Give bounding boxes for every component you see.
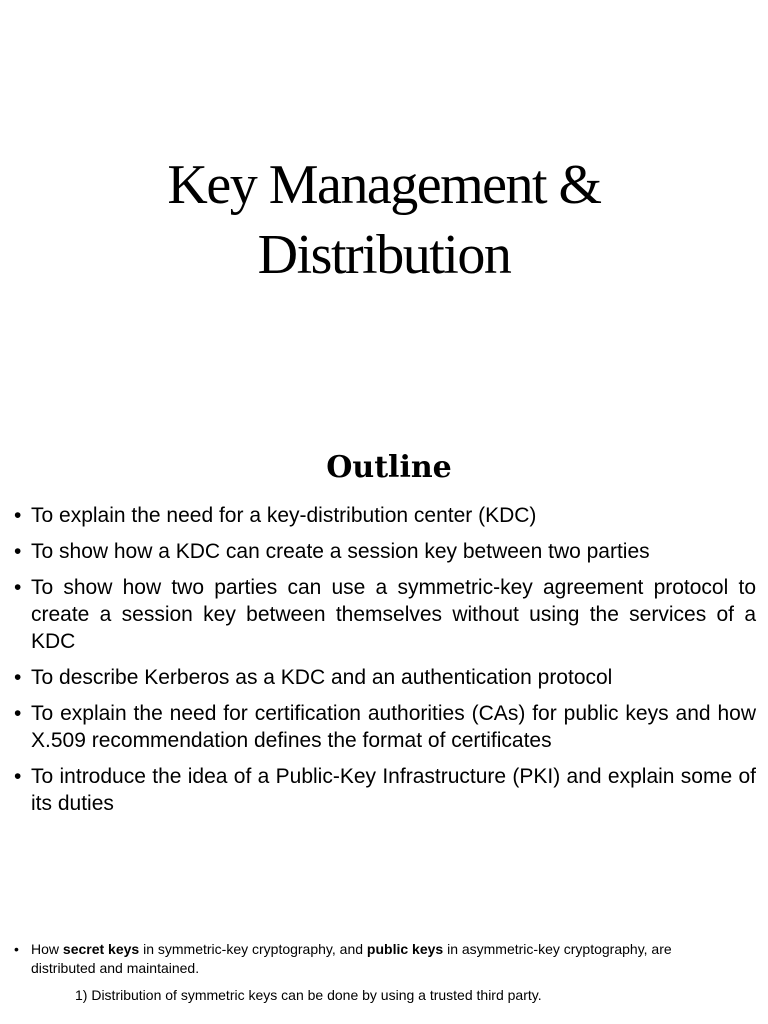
note-text-3: in asymmetric-key cryptography, are distributed and maintained.	[31, 941, 672, 976]
outline-item-text: To describe Kerberos as a KDC and an authentication protocol	[31, 666, 613, 689]
bullet-icon: •	[14, 765, 22, 788]
bullet-icon: •	[14, 504, 22, 527]
slide-title-line-1: Key Management &	[167, 154, 601, 216]
outline-item-text: To show how two parties can use a symmetric-key agreement protocol to create a session key between themselves without using the services of a KDC	[31, 576, 756, 653]
note-item	[14, 940, 734, 978]
note-bold-secret-keys: secret keys	[62, 941, 140, 957]
outline-item	[14, 664, 756, 691]
note-sub-item: 1) Distribution of symmetric keys can be done by using a trusted third party.	[75, 987, 542, 1003]
bullet-icon: •	[14, 666, 22, 689]
note-bold-public-keys: public keys	[366, 941, 444, 957]
outline-item	[14, 574, 756, 655]
outline-item	[14, 763, 756, 817]
outline-item	[14, 538, 756, 565]
outline-item-text: To explain the need for a key-distribution center (KDC)	[31, 504, 537, 527]
bullet-icon: •	[14, 540, 22, 563]
slide-title	[0, 150, 768, 290]
bullet-icon: •	[14, 702, 22, 725]
outline-item-text: To show how a KDC can create a session key between two parties	[31, 540, 650, 563]
outline-item	[14, 700, 756, 754]
outline-list	[14, 502, 756, 826]
note-text-2: in symmetric-key cryptography, and	[139, 941, 367, 957]
outline-item-text: To introduce the idea of a Public-Key Infrastructure (PKI) and explain some of its duties	[31, 765, 756, 815]
bullet-icon: •	[14, 941, 19, 957]
outline-item-text: To explain the need for certification authorities (CAs) for public keys and how X.509 recommendation defines the format of certificates	[31, 702, 756, 752]
outline-heading: Outline	[326, 450, 452, 485]
bullet-icon: •	[14, 576, 22, 599]
note-text-1: How	[31, 941, 63, 957]
outline-item	[14, 502, 756, 529]
slide-notes	[14, 940, 734, 1005]
slide-title-line-2: Distribution	[257, 224, 511, 286]
